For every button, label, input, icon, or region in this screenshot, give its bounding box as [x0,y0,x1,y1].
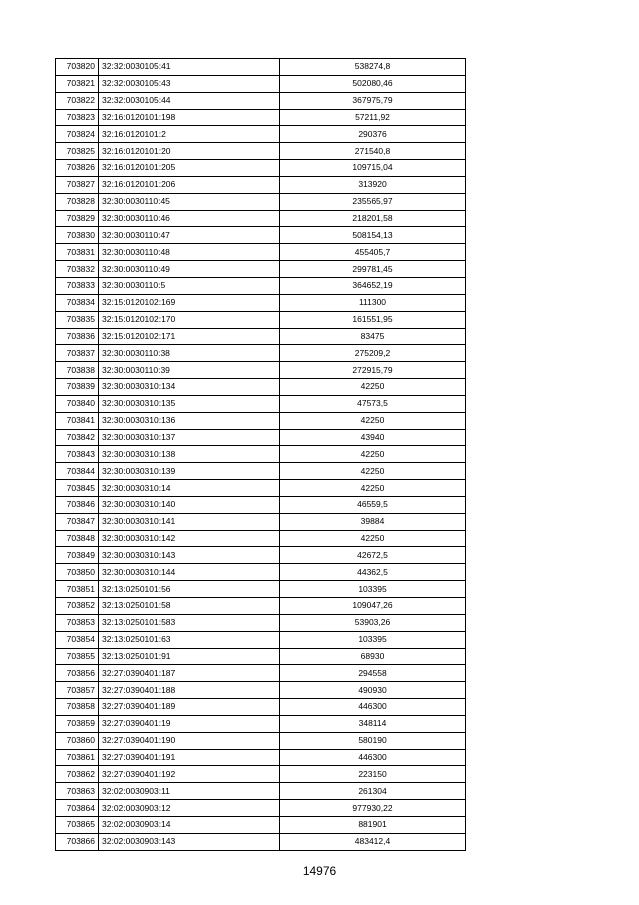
row-id-cell: 703855 [56,648,99,665]
row-id-cell: 703846 [56,496,99,513]
table-row [56,92,466,109]
cadastral-number-cell: 32:30:0030310:135 [99,395,280,412]
table-row [56,665,466,682]
cadastral-number-cell: 32:30:0030110:39 [99,362,280,379]
row-id-cell: 703847 [56,513,99,530]
value-cell: 580190 [280,732,466,749]
cadastral-number-cell: 32:13:0250101:56 [99,581,280,598]
value-cell: 235565,97 [280,193,466,210]
row-id-cell: 703866 [56,833,99,850]
value-cell: 271540,8 [280,143,466,160]
table-row [56,766,466,783]
cadastral-number-cell: 32:32:0030105:41 [99,59,280,76]
table-row [56,699,466,716]
row-id-cell: 703848 [56,530,99,547]
cadastral-number-cell: 32:32:0030105:44 [99,92,280,109]
table-row [56,480,466,497]
cadastral-number-cell: 32:27:0390401:19 [99,715,280,732]
cadastral-number-cell: 32:30:0030110:38 [99,345,280,362]
value-cell: 161551,95 [280,311,466,328]
row-id-cell: 703822 [56,92,99,109]
page-number: 14976 [302,864,337,878]
table-row [56,446,466,463]
value-cell: 43940 [280,429,466,446]
row-id-cell: 703853 [56,614,99,631]
table-row [56,564,466,581]
cadastral-number-cell: 32:16:0120101:20 [99,143,280,160]
value-cell: 83475 [280,328,466,345]
row-id-cell: 703826 [56,160,99,177]
table-row [56,261,466,278]
cadastral-number-cell: 32:30:0030310:136 [99,412,280,429]
value-cell: 57211,92 [280,109,466,126]
value-cell: 42250 [280,446,466,463]
table-row [56,581,466,598]
cadastral-number-cell: 32:30:0030310:140 [99,496,280,513]
value-cell: 881901 [280,816,466,833]
cadastral-number-cell: 32:30:0030110:46 [99,210,280,227]
row-id-cell: 703823 [56,109,99,126]
row-id-cell: 703841 [56,412,99,429]
value-cell: 103395 [280,581,466,598]
cadastral-number-cell: 32:13:0250101:91 [99,648,280,665]
table-row [56,631,466,648]
value-cell: 348114 [280,715,466,732]
row-id-cell: 703851 [56,581,99,598]
table-row [56,244,466,261]
value-cell: 39884 [280,513,466,530]
table-row [56,176,466,193]
table-row [56,833,466,850]
cadastral-number-cell: 32:13:0250101:58 [99,598,280,615]
table-row [56,160,466,177]
row-id-cell: 703843 [56,446,99,463]
table-row [56,345,466,362]
cadastral-number-cell: 32:30:0030310:143 [99,547,280,564]
value-cell: 272915,79 [280,362,466,379]
cadastral-number-cell: 32:15:0120102:171 [99,328,280,345]
value-cell: 538274,8 [280,59,466,76]
row-id-cell: 703856 [56,665,99,682]
table-row [56,530,466,547]
table-body [56,59,466,851]
table-row [56,277,466,294]
table-row [56,59,466,76]
table-row [56,210,466,227]
value-cell: 299781,45 [280,261,466,278]
row-id-cell: 703820 [56,59,99,76]
table-row [56,614,466,631]
table-row [56,783,466,800]
cadastral-number-cell: 32:30:0030310:141 [99,513,280,530]
cadastral-number-cell: 32:27:0390401:187 [99,665,280,682]
row-id-cell: 703864 [56,800,99,817]
value-cell: 223150 [280,766,466,783]
value-cell: 483412,4 [280,833,466,850]
table-row [56,749,466,766]
value-cell: 455405,7 [280,244,466,261]
table-row [56,598,466,615]
value-cell: 508154,13 [280,227,466,244]
row-id-cell: 703842 [56,429,99,446]
row-id-cell: 703845 [56,480,99,497]
row-id-cell: 703835 [56,311,99,328]
table-row [56,328,466,345]
value-cell: 42250 [280,379,466,396]
value-cell: 313920 [280,176,466,193]
value-cell: 294558 [280,665,466,682]
table-row [56,75,466,92]
cadastral-number-cell: 32:30:0030310:144 [99,564,280,581]
row-id-cell: 703850 [56,564,99,581]
cadastral-number-cell: 32:27:0390401:192 [99,766,280,783]
table-row [56,816,466,833]
value-cell: 46559,5 [280,496,466,513]
cadastral-number-cell: 32:30:0030310:137 [99,429,280,446]
cadastral-value-table [55,58,466,851]
table-row [56,513,466,530]
table-row [56,379,466,396]
row-id-cell: 703836 [56,328,99,345]
value-cell: 290376 [280,126,466,143]
row-id-cell: 703854 [56,631,99,648]
cadastral-number-cell: 32:02:0030903:11 [99,783,280,800]
cadastral-number-cell: 32:15:0120102:170 [99,311,280,328]
row-id-cell: 703833 [56,277,99,294]
cadastral-number-cell: 32:16:0120101:2 [99,126,280,143]
cadastral-number-cell: 32:27:0390401:191 [99,749,280,766]
cadastral-number-cell: 32:30:0030110:45 [99,193,280,210]
value-cell: 42250 [280,480,466,497]
row-id-cell: 703829 [56,210,99,227]
row-id-cell: 703830 [56,227,99,244]
cadastral-number-cell: 32:30:0030110:5 [99,277,280,294]
row-id-cell: 703828 [56,193,99,210]
cadastral-number-cell: 32:30:0030110:49 [99,261,280,278]
row-id-cell: 703834 [56,294,99,311]
cadastral-number-cell: 32:32:0030105:43 [99,75,280,92]
value-cell: 977930,22 [280,800,466,817]
value-cell: 42672,5 [280,547,466,564]
table-row [56,311,466,328]
cadastral-number-cell: 32:30:0030110:47 [99,227,280,244]
value-cell: 218201,58 [280,210,466,227]
row-id-cell: 703832 [56,261,99,278]
value-cell: 103395 [280,631,466,648]
row-id-cell: 703837 [56,345,99,362]
cadastral-number-cell: 32:30:0030310:138 [99,446,280,463]
value-cell: 490930 [280,682,466,699]
row-id-cell: 703861 [56,749,99,766]
row-id-cell: 703844 [56,463,99,480]
table-row [56,227,466,244]
table-row [56,412,466,429]
cadastral-number-cell: 32:27:0390401:188 [99,682,280,699]
cadastral-number-cell: 32:27:0390401:189 [99,699,280,716]
value-cell: 111300 [280,294,466,311]
value-cell: 261304 [280,783,466,800]
cadastral-number-cell: 32:13:0250101:583 [99,614,280,631]
row-id-cell: 703831 [56,244,99,261]
table-row [56,294,466,311]
row-id-cell: 703858 [56,699,99,716]
table-row [56,682,466,699]
table-row [56,429,466,446]
row-id-cell: 703824 [56,126,99,143]
cadastral-number-cell: 32:16:0120101:205 [99,160,280,177]
cadastral-number-cell: 32:30:0030310:139 [99,463,280,480]
value-cell: 42250 [280,463,466,480]
value-cell: 367975,79 [280,92,466,109]
value-cell: 446300 [280,749,466,766]
value-cell: 446300 [280,699,466,716]
table-row [56,547,466,564]
value-cell: 109047,26 [280,598,466,615]
row-id-cell: 703840 [56,395,99,412]
cadastral-number-cell: 32:02:0030903:12 [99,800,280,817]
row-id-cell: 703821 [56,75,99,92]
row-id-cell: 703849 [56,547,99,564]
row-id-cell: 703827 [56,176,99,193]
cadastral-number-cell: 32:30:0030310:134 [99,379,280,396]
value-cell: 275209,2 [280,345,466,362]
table-row [56,732,466,749]
cadastral-number-cell: 32:02:0030903:143 [99,833,280,850]
table-row [56,193,466,210]
cadastral-number-cell: 32:30:0030310:142 [99,530,280,547]
table-row [56,463,466,480]
table-row [56,143,466,160]
row-id-cell: 703859 [56,715,99,732]
row-id-cell: 703857 [56,682,99,699]
value-cell: 47573,5 [280,395,466,412]
table-row [56,496,466,513]
cadastral-number-cell: 32:30:0030310:14 [99,480,280,497]
value-cell: 502080,46 [280,75,466,92]
cadastral-number-cell: 32:16:0120101:198 [99,109,280,126]
cadastral-number-cell: 32:16:0120101:206 [99,176,280,193]
table-row [56,395,466,412]
cadastral-number-cell: 32:27:0390401:190 [99,732,280,749]
row-id-cell: 703838 [56,362,99,379]
table-row [56,126,466,143]
value-cell: 68930 [280,648,466,665]
table-row [56,800,466,817]
row-id-cell: 703852 [56,598,99,615]
value-cell: 364652,19 [280,277,466,294]
value-cell: 109715,04 [280,160,466,177]
value-cell: 44362,5 [280,564,466,581]
table-row [56,648,466,665]
cadastral-number-cell: 32:02:0030903:14 [99,816,280,833]
value-cell: 42250 [280,530,466,547]
row-id-cell: 703825 [56,143,99,160]
cadastral-number-cell: 32:15:0120102:169 [99,294,280,311]
table-row [56,715,466,732]
table-row [56,362,466,379]
value-cell: 42250 [280,412,466,429]
row-id-cell: 703860 [56,732,99,749]
row-id-cell: 703839 [56,379,99,396]
cadastral-number-cell: 32:30:0030110:48 [99,244,280,261]
row-id-cell: 703862 [56,766,99,783]
value-cell: 53903,26 [280,614,466,631]
table-row [56,109,466,126]
row-id-cell: 703863 [56,783,99,800]
row-id-cell: 703865 [56,816,99,833]
cadastral-number-cell: 32:13:0250101:63 [99,631,280,648]
